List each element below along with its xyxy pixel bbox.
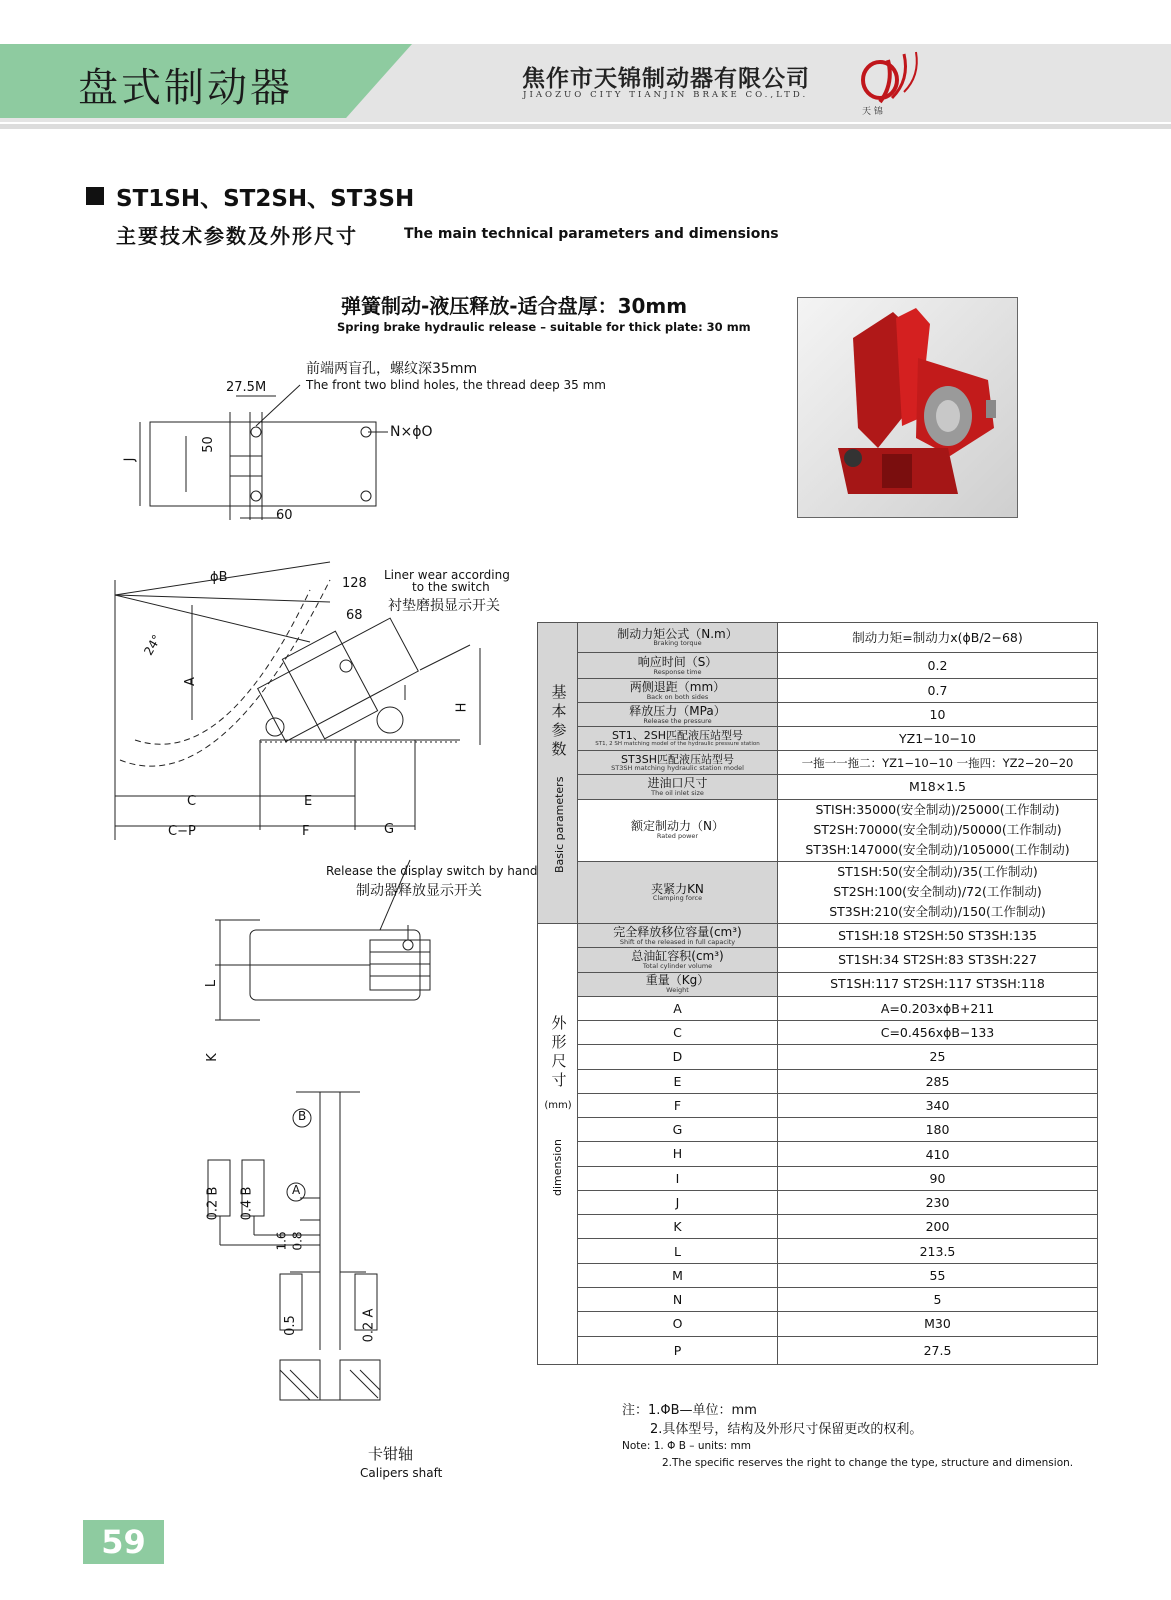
param-value: 213.5 — [778, 1239, 1098, 1263]
param-label: D — [578, 1045, 778, 1069]
dim-nxo: N×ϕO — [390, 424, 433, 440]
param-label: ST3SH匹配液压站型号 — [621, 752, 734, 766]
tol-0-4-b: 0.4 B — [239, 1186, 255, 1221]
note-en-1: Note: 1. Φ B – units: mm — [622, 1440, 751, 1452]
dim-l: L — [204, 979, 220, 988]
table-row — [538, 1239, 1098, 1263]
param-label: 夹紧力KN — [651, 881, 704, 896]
param-label: ST1、2SH匹配液压站型号 — [612, 729, 743, 743]
param-label: H — [578, 1142, 778, 1166]
table-row — [538, 775, 1098, 799]
param-label: 释放压力（MPa） — [629, 704, 726, 719]
dim-60: 60 — [276, 508, 293, 523]
table-row — [538, 1263, 1098, 1287]
param-label-en: ST3SH matching hydraulic station model — [611, 764, 744, 773]
param-value: C=0.456xϕB−133 — [778, 1021, 1098, 1045]
param-label: E — [578, 1069, 778, 1093]
spring-brake-cn: 弹簧制动-液压释放-适合盘厚：30mm — [341, 294, 688, 318]
liner-label-en-1: Liner wear according — [384, 568, 510, 582]
notes-cn — [622, 1401, 922, 1439]
param-value: 340 — [778, 1093, 1098, 1117]
table-row — [538, 861, 1098, 923]
param-label: G — [578, 1118, 778, 1142]
param-value: 200 — [778, 1215, 1098, 1239]
param-label-en: Back on both sides — [646, 692, 709, 701]
param-label: J — [578, 1190, 778, 1214]
param-value: 25 — [778, 1045, 1098, 1069]
param-label: 总油缸容积(cm³) — [631, 949, 724, 964]
dim-k: K — [204, 1053, 220, 1062]
param-label-en: Clamping force — [652, 894, 703, 903]
models-heading: ST1SH、ST2SH、ST3SH — [116, 186, 415, 212]
param-label: 两侧退距（mm） — [629, 680, 726, 694]
note-en-2: 2.The specific reserves the right to change the type, structure and dimension. — [662, 1457, 1074, 1469]
param-label: O — [578, 1312, 778, 1336]
dim-128: 128 — [342, 576, 367, 591]
param-value: ST1SH:117 ST2SH:117 ST3SH:118 — [830, 976, 1045, 992]
param-value: 制动力矩=制动力x(ϕB/2−68) — [852, 629, 1023, 645]
param-value: ST1SH:34 ST2SH:83 ST3SH:227 — [838, 951, 1037, 967]
param-value: STISH:35000(安全制动)/25000(工作制动) — [815, 802, 1060, 818]
datum-a: A — [292, 1183, 301, 1197]
param-value: M18×1.5 — [908, 779, 967, 795]
dim-f: F — [302, 824, 310, 839]
dim-a: A — [182, 677, 198, 686]
param-label: P — [578, 1336, 778, 1364]
dimension-cn: 外 形 尺 寸 — [551, 1014, 567, 1089]
param-label: L — [578, 1239, 778, 1263]
table-row — [538, 972, 1098, 996]
dim-24-deg: 24° — [141, 632, 165, 658]
dimension-mm: (mm) — [544, 1100, 572, 1111]
table-row — [538, 1166, 1098, 1190]
param-label-en: Weight — [666, 986, 689, 995]
param-label-en: The oil inlet size — [651, 788, 704, 797]
param-value: ST1SH:18 ST2SH:50 ST3SH:135 — [838, 927, 1037, 943]
dimension-en: dimension — [551, 1139, 564, 1196]
dim-h: H — [454, 702, 470, 713]
basic-params-cn: 基 本 参 数 — [551, 683, 567, 758]
dim-c-p: C−P — [168, 824, 196, 839]
page-number: 59 — [101, 1523, 146, 1561]
dim-phib: ϕB — [210, 570, 228, 585]
param-label: 制动力矩公式（N.m） — [617, 626, 738, 641]
param-value: ST3SH:147000(安全制动)/105000(工作制动) — [805, 842, 1070, 858]
param-label-en: Braking torque — [653, 639, 702, 648]
param-value: ST2SH:100(安全制动)/72(工作制动) — [833, 884, 1042, 900]
tol-0-2-b: 0.2 B — [205, 1186, 221, 1221]
blind-holes-en: The front two blind holes, the thread deep 35 mm — [306, 378, 606, 392]
param-label: M — [578, 1263, 778, 1287]
dim-j: J — [122, 457, 138, 462]
basic-params-en: Basic parameters — [553, 776, 566, 873]
shaft-label-cn: 卡钳轴 — [368, 1445, 414, 1463]
param-label-en: Release the pressure — [643, 716, 712, 725]
dimension-category — [538, 924, 578, 1365]
param-label: 进油口尺寸 — [647, 776, 708, 791]
param-label: K — [578, 1215, 778, 1239]
param-value: M30 — [778, 1312, 1098, 1336]
param-label-en: Rated power — [656, 832, 699, 841]
param-label: 响应时间（S） — [637, 654, 718, 669]
liner-label-en-2: to the switch — [412, 580, 490, 594]
subtitle-cn: 主要技术参数及外形尺寸 — [116, 224, 358, 248]
param-value: A=0.203xϕB+211 — [778, 996, 1098, 1020]
notes-en — [622, 1438, 1073, 1472]
product-photo — [797, 297, 1018, 518]
param-value: 55 — [778, 1263, 1098, 1287]
spring-brake-en: Spring brake hydraulic release – suitable for thick plate: 30 mm — [337, 320, 751, 334]
param-value: ST3SH:210(安全制动)/150(工作制动) — [829, 904, 1046, 920]
company-name-cn: 焦作市天锦制动器有限公司 — [522, 65, 810, 92]
table-row — [538, 1045, 1098, 1069]
param-value: 230 — [778, 1190, 1098, 1214]
note-cn-2: 2.具体型号，结构及外形尺寸保留更改的权利。 — [650, 1422, 923, 1437]
tol-0-2-a: 0.2 A — [361, 1308, 377, 1343]
logo-caption: 天 锦 — [862, 107, 883, 116]
header-divider — [0, 124, 1171, 129]
table-row — [538, 1021, 1098, 1045]
param-value: ST1SH:50(安全制动)/35(工作制动) — [837, 864, 1038, 880]
param-value: 410 — [778, 1142, 1098, 1166]
table-row — [538, 1142, 1098, 1166]
param-value: 285 — [778, 1069, 1098, 1093]
table-row — [538, 996, 1098, 1020]
basic-params-category — [538, 623, 578, 924]
param-value: 0.7 — [927, 682, 948, 698]
shaft-label-en: Calipers shaft — [360, 1466, 443, 1480]
company-logo — [858, 50, 928, 116]
table-row — [538, 751, 1098, 775]
param-value: 0.2 — [927, 657, 948, 673]
release-label-cn: 制动器释放显示开关 — [356, 883, 482, 899]
param-label: I — [578, 1166, 778, 1190]
param-value: 10 — [929, 706, 946, 722]
table-row — [538, 623, 1098, 653]
company-name-en: JIAOZUO CITY TIANJIN BRAKE CO.,LTD. — [523, 90, 809, 100]
param-label: 重量（Kg） — [645, 973, 710, 988]
table-row — [538, 727, 1098, 751]
liner-label-cn: 衬垫磨损显示开关 — [388, 598, 500, 614]
blind-holes-cn: 前端两盲孔，螺纹深35mm — [306, 361, 478, 377]
section-title: 盘式制动器 — [78, 65, 293, 111]
param-value: 180 — [778, 1118, 1098, 1142]
dim-e: E — [304, 794, 313, 809]
param-label: F — [578, 1093, 778, 1117]
table-row — [538, 1312, 1098, 1336]
release-label-en: Release the display switch by hand — [326, 864, 538, 878]
note-cn-1: 注：1.ΦB—单位：mm — [622, 1403, 757, 1418]
table-row — [538, 799, 1098, 861]
table-row — [538, 653, 1098, 679]
param-label: 完全释放移位容量(cm³) — [613, 924, 742, 939]
param-label: 额定制动力（N） — [631, 819, 724, 834]
table-row — [538, 1069, 1098, 1093]
param-label: A — [578, 996, 778, 1020]
table-row — [538, 679, 1098, 703]
heading-bullet — [86, 187, 104, 205]
parameters-table — [537, 622, 1098, 1365]
dim-27-5m: 27.5M — [226, 380, 267, 395]
param-value: 一拖一一拖二：YZ1−10−10 一拖四：YZ2−20−20 — [801, 755, 1074, 770]
table-row — [538, 924, 1098, 948]
table-row — [538, 1336, 1098, 1364]
tol-0-5: 0.5 — [282, 1315, 298, 1336]
table-row — [538, 1287, 1098, 1311]
param-value: YZ1−10−10 — [899, 730, 976, 746]
param-value: 90 — [778, 1166, 1098, 1190]
param-label-en: Response time — [653, 667, 702, 676]
param-label: C — [578, 1021, 778, 1045]
dim-g: G — [384, 822, 395, 837]
table-row — [538, 1215, 1098, 1239]
table-row — [538, 1093, 1098, 1117]
param-value: ST2SH:70000(安全制动)/50000(工作制动) — [813, 822, 1062, 838]
table-row — [538, 1190, 1098, 1214]
dim-50: 50 — [200, 436, 216, 453]
dim-c: C — [187, 794, 197, 809]
param-label: N — [578, 1287, 778, 1311]
table-row — [538, 948, 1098, 972]
roughness-1-6: 1.6 — [274, 1231, 289, 1251]
technical-drawing — [0, 340, 540, 1500]
table-row — [538, 703, 1098, 727]
param-label-en: ST1, 2 SH matching model of the hydraulic pressure station — [595, 740, 760, 747]
param-label-en: Total cylinder volume — [642, 961, 713, 970]
datum-b: B — [298, 1109, 307, 1123]
param-value: 27.5 — [778, 1336, 1098, 1364]
table-row — [538, 1118, 1098, 1142]
subtitle-en: The main technical parameters and dimensions — [404, 226, 779, 242]
param-value: 5 — [778, 1287, 1098, 1311]
roughness-0-8: 0.8 — [290, 1231, 305, 1251]
param-label-en: Shift of the released in full capacity — [619, 937, 736, 946]
dim-68: 68 — [346, 608, 363, 623]
